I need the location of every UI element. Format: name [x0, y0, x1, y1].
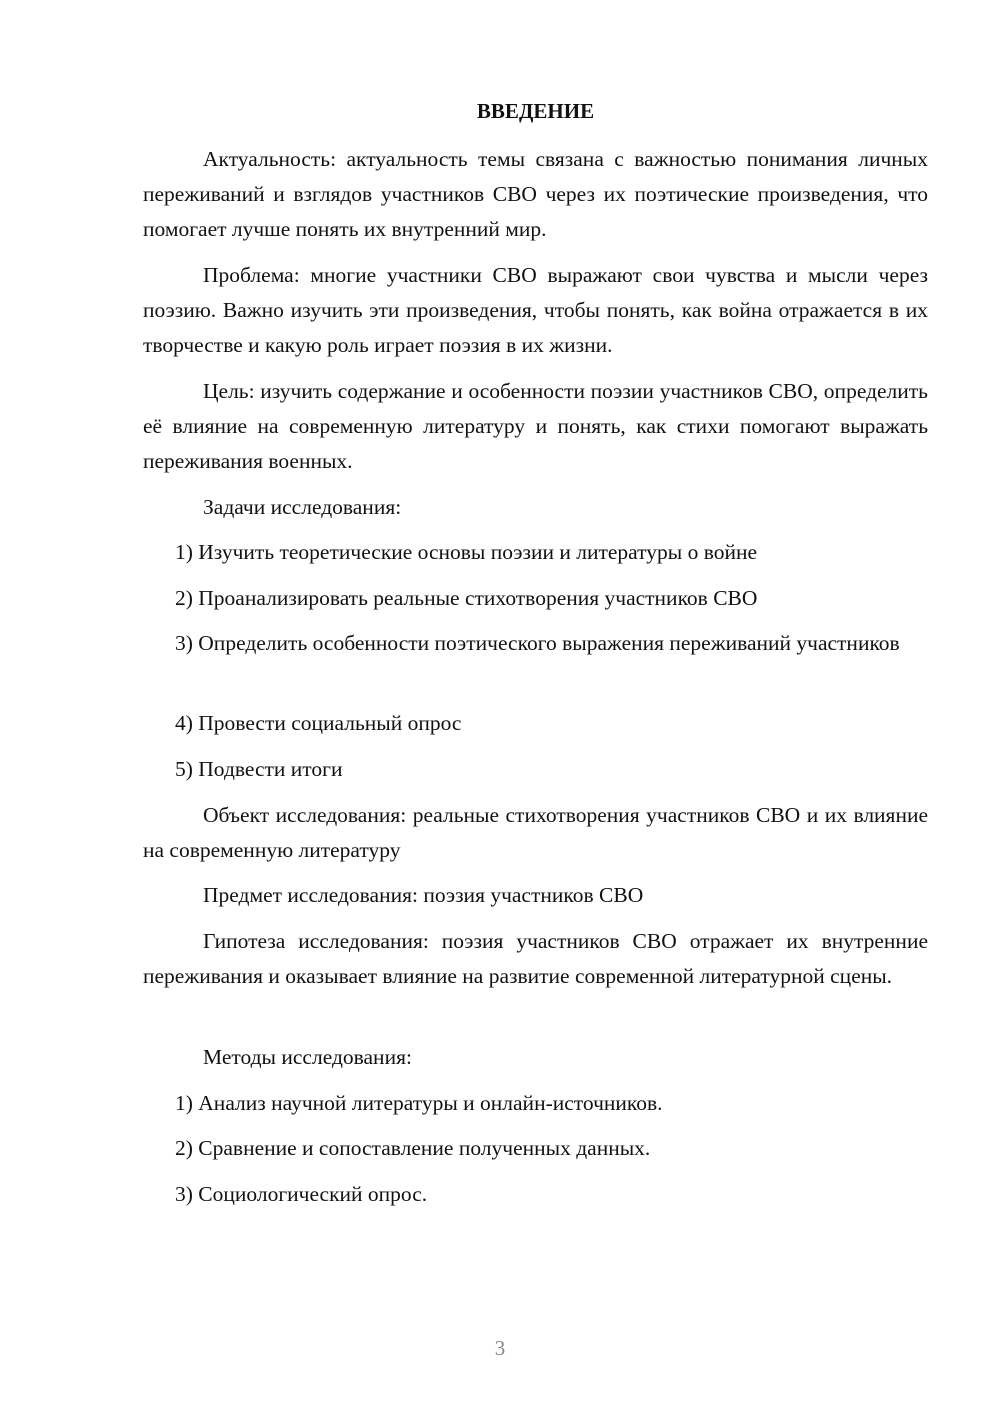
method-item-3: 3) Социологический опрос.	[175, 1182, 428, 1206]
task-item-3: 3) Определить особенности поэтического выражения переживаний участников	[175, 631, 900, 655]
page-number: 3	[494, 1336, 506, 1360]
task-item-2: 2) Проанализировать реальные стихотворения участников СВО	[175, 586, 758, 610]
tasks-heading: Задачи исследования:	[203, 495, 402, 519]
task-item-1: 1) Изучить теоретические основы поэзии и литературы о войне	[175, 540, 758, 564]
paragraph-object: Объект исследования: реальные стихотворения участников СВО и их влияние на современную литературу	[143, 803, 928, 862]
paragraph-problem: Проблема: многие участники СВО выражают свои чувства и мысли через поэзию. Важно изучить эти произведения, чтобы понять, как война отражается в их творчестве и какую роль играет поэзия в их жизни.	[143, 263, 928, 357]
paragraph-subject: Предмет исследования: поэзия участников СВО	[203, 883, 644, 907]
task-item-5: 5) Подвести итоги	[175, 757, 343, 781]
paragraph-hypothesis: Гипотеза исследования: поэзия участников СВО отражает их внутренние переживания и оказывает влияние на развитие современной литературной сцены.	[143, 929, 928, 988]
task-item-4: 4) Провести социальный опрос	[175, 711, 462, 735]
section-title: ВВЕДЕНИЕ	[476, 99, 595, 123]
method-item-1: 1) Анализ научной литературы и онлайн-источников.	[175, 1091, 663, 1115]
paragraph-goal: Цель: изучить содержание и особенности поэзии участников СВО, определить её влияние на современную литературу и понять, как стихи помогают выражать переживания военных.	[143, 379, 928, 473]
method-item-2: 2) Сравнение и сопоставление полученных данных.	[175, 1136, 651, 1160]
methods-heading: Методы исследования:	[203, 1045, 412, 1069]
paragraph-relevance: Актуальность: актуальность темы связана с важностью понимания личных переживаний и взглядов участников СВО через их поэтические произведения, что помогает лучше понять их внутренний мир.	[143, 147, 928, 241]
